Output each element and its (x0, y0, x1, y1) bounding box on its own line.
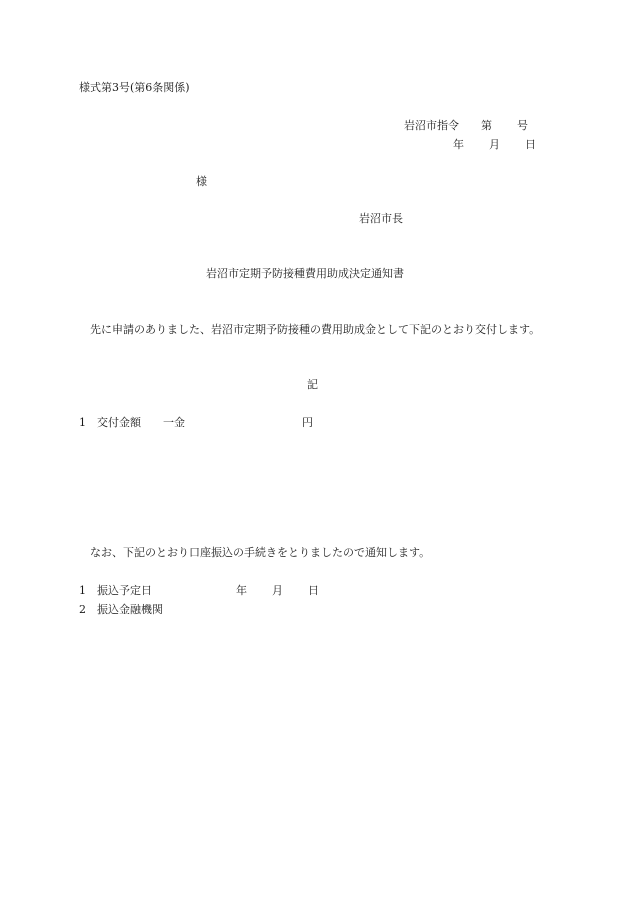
transfer-number-2: 2 (79, 603, 86, 616)
date-day: 日 (525, 138, 536, 151)
issuer: 岩沼市長 (359, 212, 403, 225)
grant-number: 1 (79, 416, 86, 429)
reference-dai: 第 (481, 119, 492, 132)
transfer-month: 月 (272, 584, 283, 597)
date-year: 年 (453, 138, 464, 151)
transfer-bank-row (79, 604, 163, 615)
transfer-year: 年 (236, 584, 247, 597)
addressee-suffix: 様 (196, 175, 207, 188)
transfer-day: 日 (308, 584, 319, 597)
transfer-date-label: 振込予定日 (97, 584, 152, 597)
document-title: 岩沼市定期予防接種費用助成決定通知書 (206, 267, 404, 280)
form-label: 様式第3号(第6条関係) (79, 81, 190, 94)
grant-unit: 円 (302, 416, 313, 429)
notice-paragraph: なお、下記のとおり口座振込の手続きをとりましたので通知します。 (90, 546, 431, 559)
reference-number (404, 120, 528, 131)
transfer-date-row (79, 585, 319, 596)
ki-marker: 記 (307, 378, 318, 391)
transfer-bank-label: 振込金融機関 (97, 603, 163, 616)
issue-date (453, 139, 536, 150)
transfer-number-1: 1 (79, 584, 86, 597)
reference-go: 号 (517, 119, 528, 132)
grant-amount-row (79, 417, 313, 428)
grant-prefix: 一金 (163, 416, 185, 429)
grant-label: 交付金額 (97, 416, 141, 429)
intro-paragraph: 先に申請のありました、岩沼市定期予防接種の費用助成金として下記のとおり交付します。 (90, 323, 541, 336)
date-month: 月 (489, 138, 500, 151)
reference-city: 岩沼市指令 (404, 119, 459, 132)
